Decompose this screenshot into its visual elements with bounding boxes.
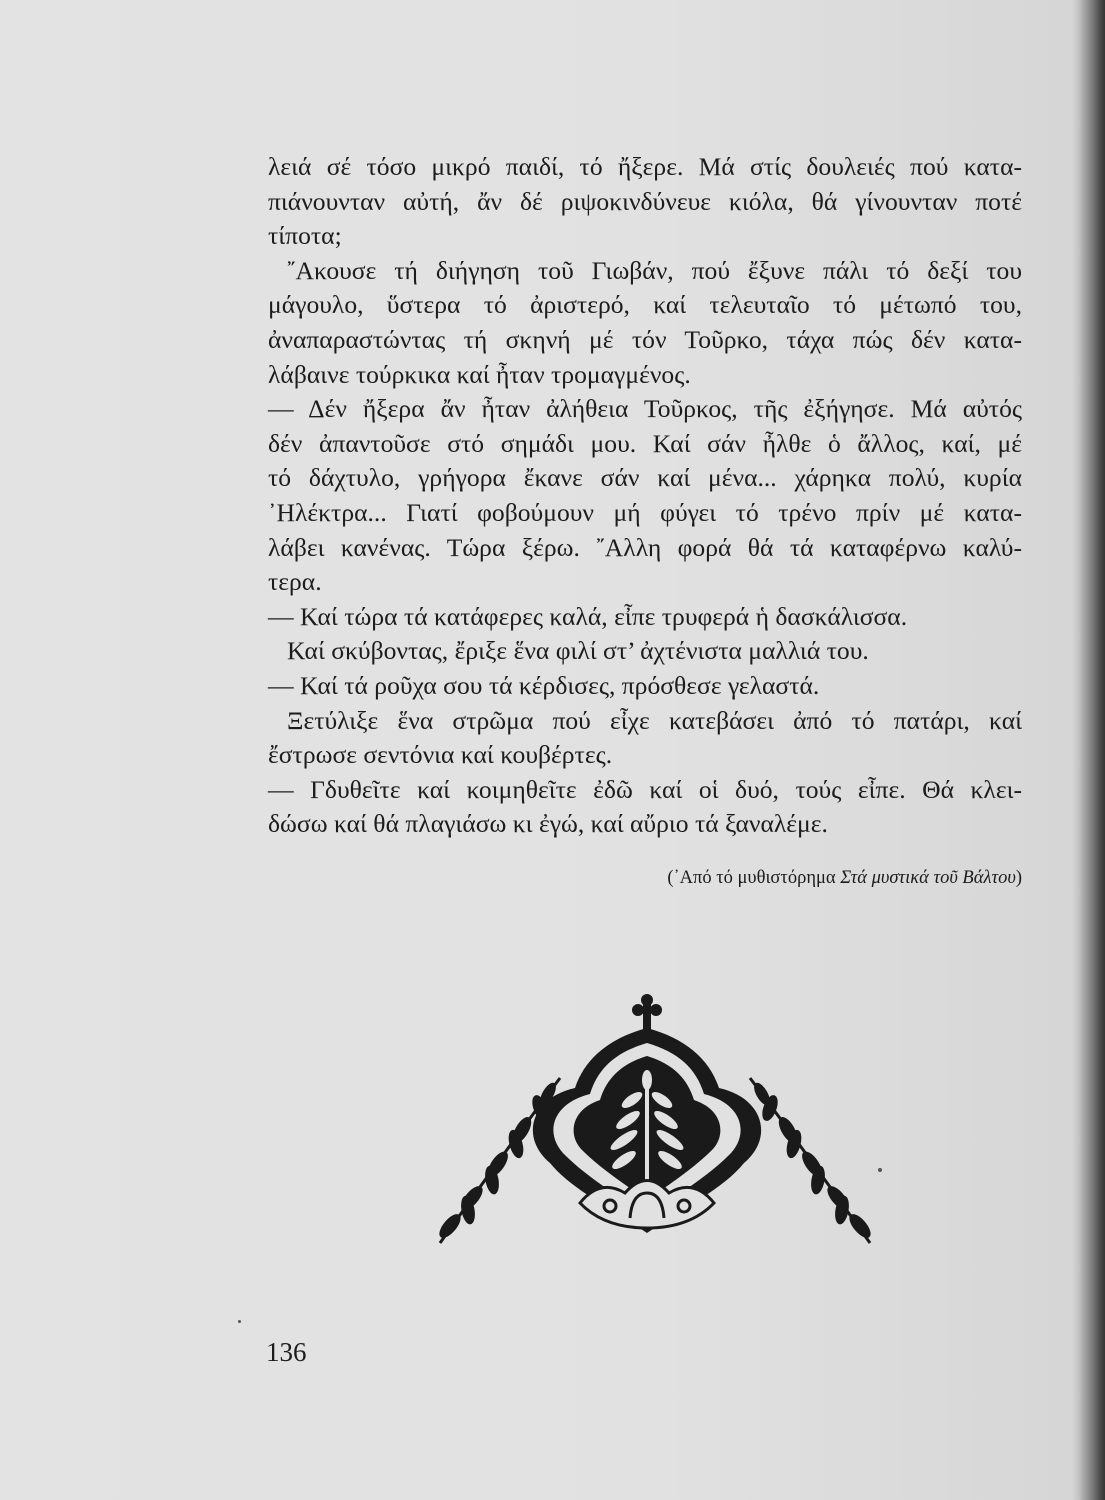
text-line: δέν ἀπαντοῦσε στό σημάδι μου. Καί σάν ἦλθε ὁ ἄλλος, καί, μέ — [268, 428, 1022, 458]
text-line: τό δάχτυλο, γρήγορα ἔκανε σάν καί μένα... χάρηκα πολύ, κυρία — [268, 463, 1022, 493]
floral-vignette-icon — [410, 988, 900, 1258]
text-line: — Δέν ἤξερα ἄν ἦταν ἀλήθεια Τοῦρκος, τῆς ἐξήγησε. Μά αὐτός — [268, 394, 1022, 424]
text-line: — Καί τώρα τά κατάφερες καλά, εἶπε τρυφερά ἡ δασκάλισσα. — [268, 601, 908, 631]
text-line: Καί σκύβοντας, ἔριξε ἕνα φιλί στ’ ἀχτένιστα μαλλιά του. — [287, 636, 869, 666]
text-line: πιάνουνταν αὐτή, ἄν δέ ριψοκινδύνευε κιόλα, θά γίνουνταν ποτέ — [268, 186, 1022, 216]
text-line: λάβαινε τούρκικα καί ἦταν τρομαγμένος. — [268, 359, 691, 389]
citation-title: Στά μυστικά τοῦ Βάλτου — [840, 868, 1016, 888]
page-number: 136 — [266, 1337, 307, 1367]
text-line: ῎Ακουσε τή διήγηση τοῦ Γιωβάν, πού ἔξυνε πάλι τό δεξί του — [287, 255, 1022, 285]
text-line: δώσω καί θά πλαγιάσω κι ἐγώ, καί αὔριο τά ξαναλέμε. — [268, 809, 828, 839]
print-speck — [878, 1168, 882, 1172]
text-line: ᾿Ηλέκτρα... Γιατί φοβούμουν μή φύγει τό τρένο πρίν μέ κατα- — [268, 497, 1022, 527]
text-line: λάβει κανένας. Τώρα ξέρω. ῎Αλλη φορά θά τά καταφέρνω καλύ- — [268, 532, 1022, 562]
body-text — [268, 150, 1022, 842]
text-line: ἔστρωσε σεντόνια καί κουβέρτες. — [268, 740, 613, 770]
text-line: ἀναπαραστώντας τή σκηνή μέ τόν Τοῦρκο, τάχα πώς δέν κατα- — [268, 324, 1022, 354]
book-spine-shadow — [1079, 0, 1105, 1500]
text-line: μάγουλο, ὕστερα τό ἀριστερό, καί τελευταῖο τό μέτωπό του, — [268, 290, 1022, 320]
text-line: — Γδυθεῖτε καί κοιμηθεῖτε ἐδῶ καί οἱ δυό, τούς εἶπε. Θά κλει- — [268, 774, 1022, 804]
text-line: λειά σέ τόσο μικρό παιδί, τό ἤξερε. Μά στίς δουλειές πού κατα- — [268, 152, 1022, 181]
text-line: τερα. — [268, 567, 322, 597]
text-line: τίποτα; — [268, 221, 342, 251]
citation-prefix: (᾿Από τό μυθιστόρημα — [667, 868, 841, 888]
citation-suffix: ) — [1015, 868, 1022, 888]
text-line: — Καί τά ροῦχα σου τά κέρδισες, πρόσθεσε γελαστά. — [268, 670, 820, 700]
print-speck — [238, 1320, 241, 1323]
source-citation — [560, 868, 1022, 889]
text-line: Ξετύλιξε ἕνα στρῶμα πού εἶχε κατεβάσει ἀπό τό πατάρι, καί — [287, 705, 1022, 735]
